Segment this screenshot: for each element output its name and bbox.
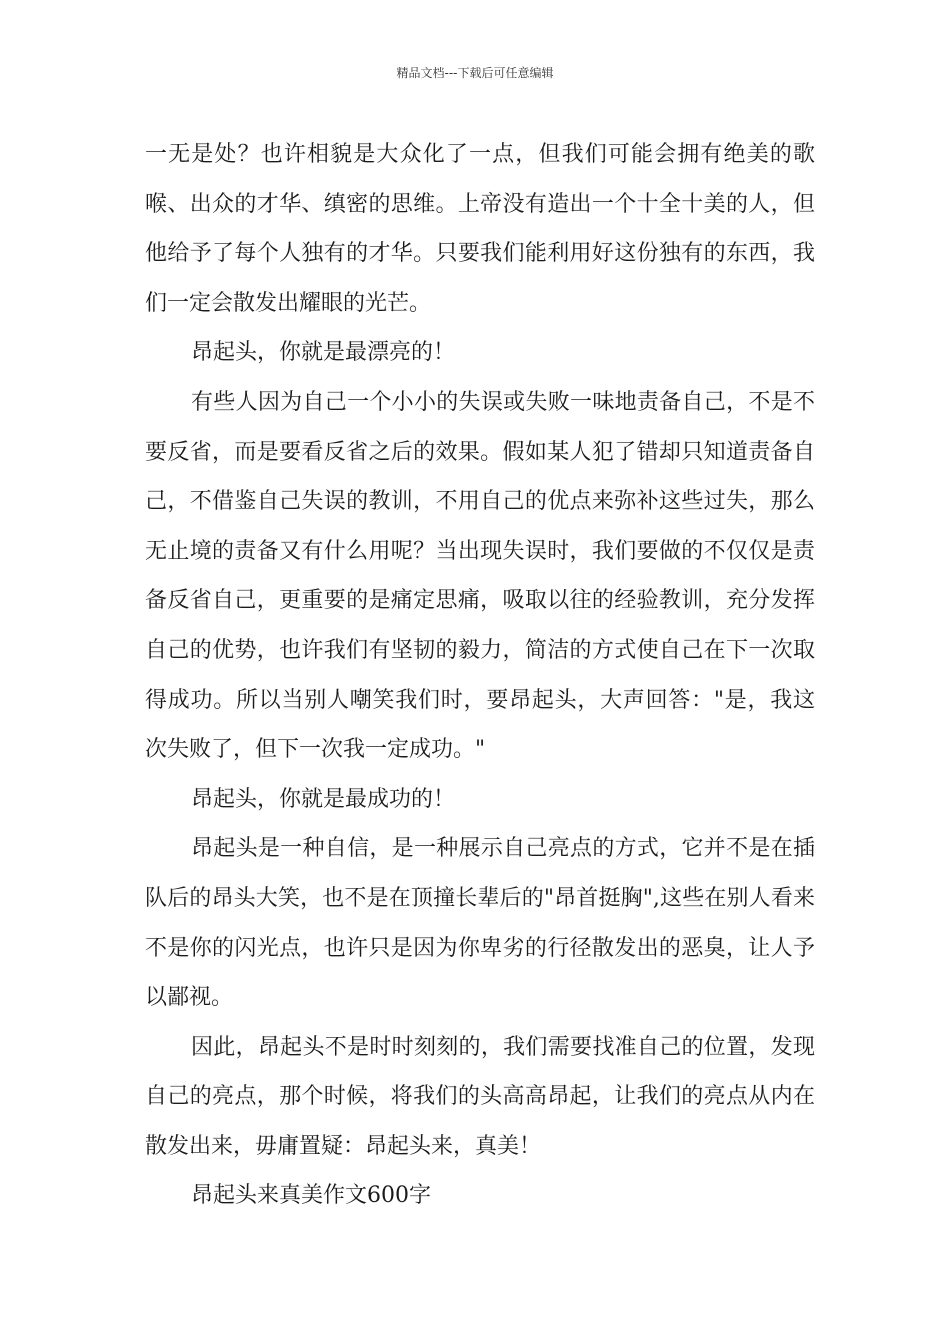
article-title: 昂起头来真美作文600字 bbox=[191, 1183, 431, 1209]
paragraph: 因此，昂起头不是时时刻刻的，我们需要找准自己的位置，发现自己的亮点，那个时候，将我们的头高高昂起，让我们的亮点从内在散发出来，毋庸置疑：昂起头来，真美！ bbox=[145, 1034, 815, 1159]
paragraph: 有些人因为自己一个小小的失误或失败一味地责备自己，不是不要反省，而是要看反省之后的效果。假如某人犯了错却只知道责备自己，不借鉴自己失误的教训，不用自己的优点来弥补这些过失，那么无止境的责备又有什么用呢？当出现失误时，我们要做的不仅仅是责备反省自己，更重要的是痛定思痛，吸取以往的经验教训，充分发挥自己的优势，也许我们有坚韧的毅力，简洁的方式使自己在下一次取得成功。所以当别人嘲笑我们时，要昂起头，大声回答："是，我这次失败了，但下一次我一定成功。" bbox=[145, 389, 815, 763]
document-body bbox=[145, 130, 815, 1221]
paragraph: 一无是处？也许相貌是大众化了一点，但我们可能会拥有绝美的歌喉、出众的才华、缜密的思维。上帝没有造出一个十全十美的人，但他给予了每个人独有的才华。只要我们能利用好这份独有的东西，我们一定会散发出耀眼的光芒。 bbox=[145, 142, 815, 316]
paragraph: 昂起头是一种自信，是一种展示自己亮点的方式，它并不是在插队后的昂头大笑，也不是在顶撞长辈后的"昂首挺胸",这些在别人看来不是你的闪光点，也许只是因为你卑劣的行径散发出的恶臭，让人予以鄙视。 bbox=[145, 836, 815, 1011]
paragraph-heading: 昂起头，你就是最成功的！ bbox=[191, 786, 456, 812]
page-header: 精品文档---下载后可任意编辑 bbox=[396, 66, 554, 80]
paragraph-heading: 昂起头，你就是最漂亮的！ bbox=[191, 340, 456, 366]
